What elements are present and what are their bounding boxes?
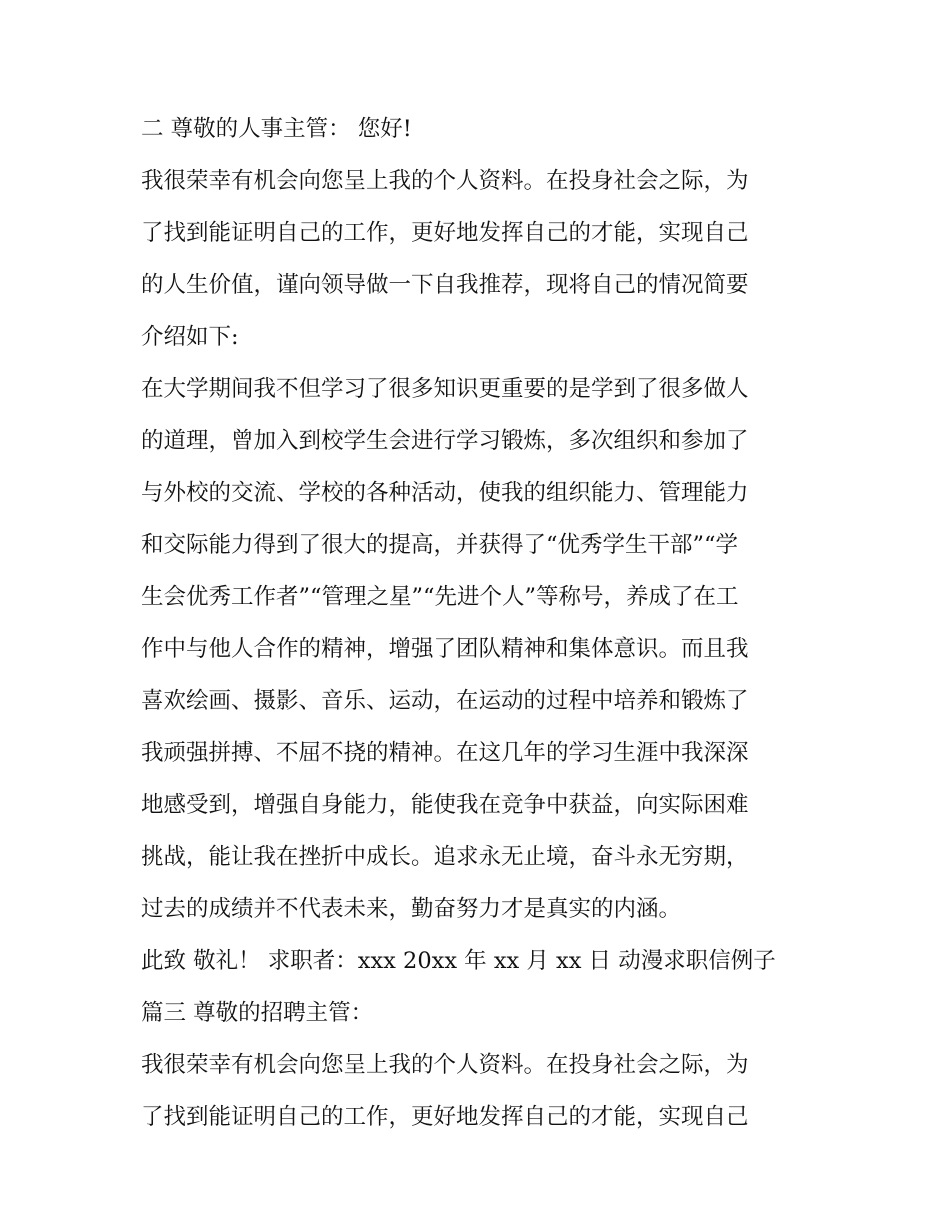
- text-line: 了找到能证明自己的工作，更好地发挥自己的才能，实现自己: [141, 220, 749, 246]
- text-line: 我很荣幸有机会向您呈上我的个人资料。在投身社会之际，为: [141, 1052, 749, 1078]
- text-line: 生会优秀工作者”“管理之星”“先进个人”等称号，养成了在工: [141, 584, 739, 610]
- text-line: 我顽强拼搏、不屈不挠的精神。在这几年的学习生涯中我深深: [141, 740, 749, 766]
- text-line: 了找到能证明自己的工作，更好地发挥自己的才能，实现自己: [141, 1104, 749, 1130]
- section-heading: 篇三 尊敬的招聘主管：: [141, 1000, 374, 1026]
- document-body: [141, 110, 821, 1136]
- text-line: 和交际能力得到了很大的提高，并获得了“优秀学生干部”“学: [141, 532, 739, 558]
- salutation-line: 二 尊敬的人事主管： 您好!: [141, 116, 412, 142]
- text-line: 的人生价值，谨向领导做一下自我推荐，现将自己的情况简要: [141, 272, 749, 298]
- text-line: 地感受到，增强自身能力，能使我在竞争中获益，向实际困难: [141, 792, 749, 818]
- text-line: 我很荣幸有机会向您呈上我的个人资料。在投身社会之际，为: [141, 168, 749, 194]
- closing-line: 此致 敬礼！ 求职者：xxx 20xx 年 xx 月 xx 日 动漫求职信例子: [141, 948, 776, 974]
- text-line: 在大学期间我不但学习了很多知识更重要的是学到了很多做人: [141, 376, 749, 402]
- text-line: 喜欢绘画、摄影、音乐、运动，在运动的过程中培养和锻炼了: [141, 688, 749, 714]
- text-line: 的道理，曾加入到校学生会进行学习锻炼，多次组织和参加了: [141, 428, 749, 454]
- text-line: 作中与他人合作的精神，增强了团队精神和集体意识。而且我: [141, 636, 749, 662]
- text-line: 挑战，能让我在挫折中成长。追求永无止境，奋斗永无穷期，: [141, 844, 749, 870]
- text-line: 介绍如下:: [141, 324, 239, 350]
- text-line: 与外校的交流、学校的各种活动，使我的组织能力、管理能力: [141, 480, 749, 506]
- text-line: 过去的成绩并不代表未来，勤奋努力才是真实的内涵。: [141, 896, 682, 922]
